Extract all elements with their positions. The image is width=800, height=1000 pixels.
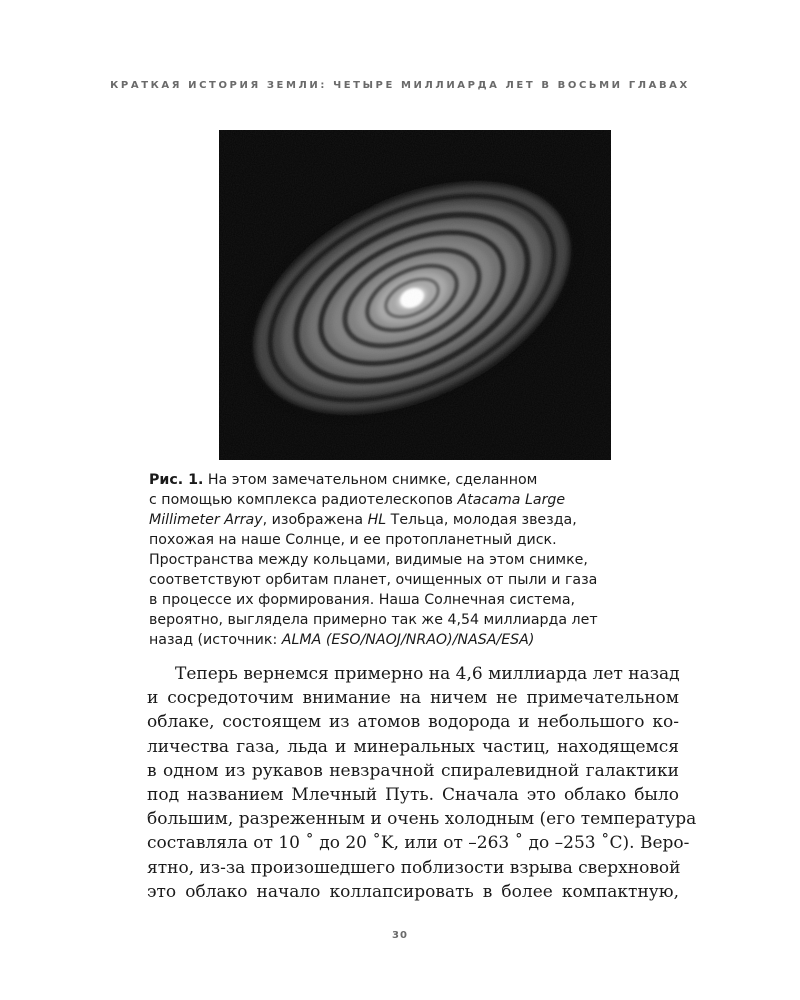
body-line: в одном из рукавов невзрачной спиралевидной галактики <box>147 760 679 781</box>
caption-italic-text: Millimeter Array <box>149 512 263 528</box>
caption-italic-text: HL <box>367 512 387 528</box>
caption-line <box>149 470 669 490</box>
caption-line <box>149 610 669 630</box>
caption-line <box>149 490 669 510</box>
caption-text: в процессе их формирования. Наша Солнечная система, <box>149 592 576 608</box>
body-paragraph <box>147 662 697 904</box>
body-line: и сосредоточим внимание на ничем не примечательном <box>147 688 679 709</box>
caption-line <box>149 510 669 530</box>
figure-label: Рис. 1. <box>149 472 204 488</box>
protoplanetary-disk-graphic <box>219 130 611 460</box>
body-line: Теперь вернемся примерно на 4,6 миллиарда лет назад <box>175 664 680 684</box>
body-line: облаке, состоящем из атомов водорода и небольшого ко- <box>147 712 679 733</box>
caption-text: назад (источник: <box>149 632 282 648</box>
caption-text: похожая на наше Солнце, и ее протопланетный диск. <box>149 532 557 548</box>
caption-line <box>149 570 669 590</box>
body-line: это облако начало коллапсировать в более компактную, <box>147 881 679 902</box>
caption-text: , изображена <box>262 512 368 528</box>
caption-text: На этом замечательном снимке, сделанном <box>203 472 538 488</box>
caption-text: Пространства между кольцами, видимые на этом снимке, <box>149 552 588 568</box>
running-header: КРАТКАЯ ИСТОРИЯ ЗЕМЛИ: ЧЕТЫРЕ МИЛЛИАРДА ЛЕТ В ВОСЬМИ ГЛАВАХ <box>110 80 690 91</box>
protoplanetary-disk-image <box>219 130 611 460</box>
caption-text: с помощью комплекса радиотелескопов <box>149 492 458 508</box>
body-line: большим, разреженным и очень холодным (его температура <box>147 809 697 830</box>
caption-text: соответствуют орбитам планет, очищенных от пыли и газа <box>149 572 598 588</box>
body-line: личества газа, льда и минеральных частиц, находящемся <box>147 736 679 757</box>
caption-italic-text: Atacama Large <box>457 492 566 508</box>
caption-line <box>149 630 669 650</box>
caption-line <box>149 590 669 610</box>
caption-line <box>149 550 669 570</box>
body-line: составляла от 10 ˚ до 20 ˚K, или от –263 ˚ до –253 ˚C). Веро- <box>147 833 690 854</box>
figure-caption <box>149 470 669 650</box>
caption-line <box>149 530 669 550</box>
body-line: ятно, из-за произошедшего поблизости взрыва сверхновой <box>147 857 681 878</box>
caption-italic-text: ALMA (ESO/NAOJ/NRAO)/NASA/ESA) <box>281 632 535 648</box>
page-number: 30 <box>392 930 408 941</box>
caption-text: вероятно, выглядела примерно так же 4,54 миллиарда лет <box>149 612 598 628</box>
body-line: под названием Млечный Путь. Сначала это облако было <box>147 785 679 806</box>
caption-text: Тельца, молодая звезда, <box>386 512 577 528</box>
